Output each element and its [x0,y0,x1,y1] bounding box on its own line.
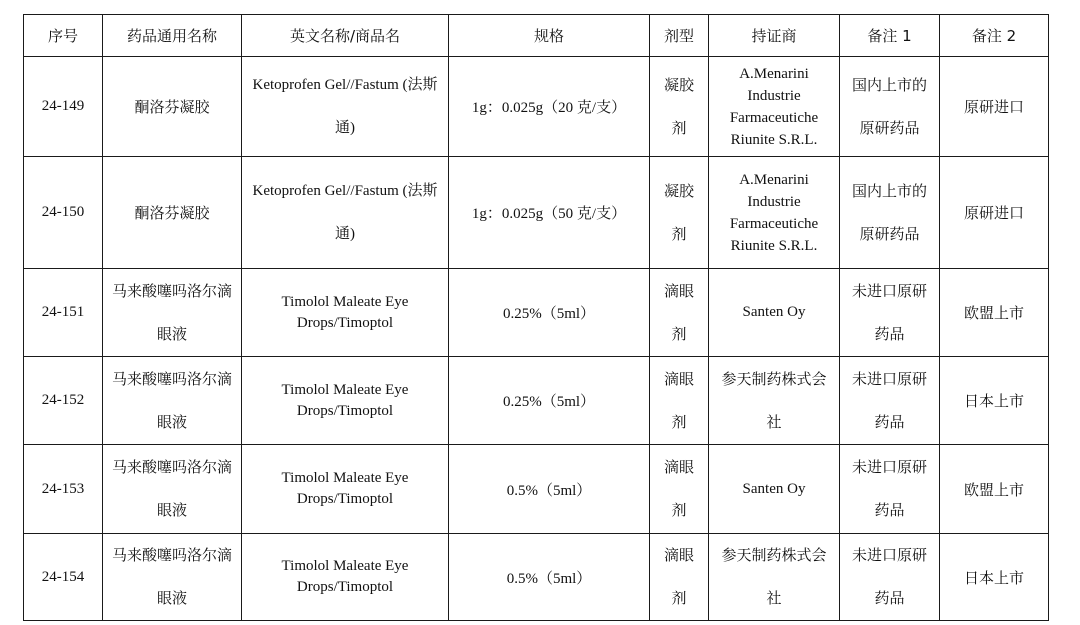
column-header-english-name: 英文名称/商品名 [242,15,449,57]
cell-specification: 1g：0.025g（20 克/支） [449,57,650,157]
cell-english-name [242,157,449,269]
column-header-generic-name: 药品通用名称 [103,15,242,57]
table-row [24,57,1049,157]
table-row [24,534,1049,621]
cell-generic-name [103,269,242,357]
cell-dosage-form [650,269,709,357]
note-1-text: 国内上市的原研药品 [851,181,927,243]
cell-english-name [242,57,449,157]
cell-note-1 [840,357,940,445]
cell-note-1 [840,57,940,157]
cell-note-1 [840,445,940,534]
generic-name-text: 马来酸噻吗洛尔滴眼液 [111,281,232,343]
cell-english-name [242,534,449,621]
cell-license-holder: Santen Oy [709,269,840,357]
dosage-form-text: 滴眼剂 [663,458,694,519]
cell-specification: 1g：0.025g（50 克/支） [449,157,650,269]
table-body [24,57,1049,621]
cell-note-1 [840,534,940,621]
cell-license-holder: Santen Oy [709,445,840,534]
generic-name-text: 马来酸噻吗洛尔滴眼液 [111,546,232,607]
drug-catalog-table [23,14,1049,621]
column-header-license-holder: 持证商 [709,15,840,57]
cell-note-2: 原研进口 [940,57,1049,157]
cell-number: 24-149 [24,57,103,157]
note-1-text: 未进口原研药品 [851,281,927,343]
cell-number: 24-150 [24,157,103,269]
license-holder-text: A.Menarini Industrie Farmaceutiche Riunite S.R.L. [729,171,819,254]
cell-number: 24-154 [24,534,103,621]
cell-dosage-form [650,157,709,269]
cell-note-2: 欧盟上市 [940,445,1049,534]
dosage-form-text: 滴眼剂 [663,369,694,431]
cell-dosage-form [650,534,709,621]
cell-number: 24-151 [24,269,103,357]
note-1-text: 未进口原研药品 [851,369,927,431]
dosage-form-text: 滴眼剂 [663,546,694,607]
cell-note-2: 日本上市 [940,357,1049,445]
cell-dosage-form [650,445,709,534]
cell-generic-name: 酮洛芬凝胶 [103,57,242,157]
cell-generic-name [103,357,242,445]
dosage-form-text: 凝胶剂 [663,75,694,137]
cell-english-name [242,445,449,534]
drug-table-container [23,14,1049,621]
cell-note-2: 欧盟上市 [940,269,1049,357]
cell-specification: 0.25%（5ml） [449,357,650,445]
column-header-specification: 规格 [449,15,650,57]
cell-note-2: 日本上市 [940,534,1049,621]
cell-generic-name [103,534,242,621]
cell-specification: 0.5%（5ml） [449,445,650,534]
note-1-text: 未进口原研药品 [851,458,927,519]
table-row [24,157,1049,269]
cell-dosage-form [650,57,709,157]
dosage-form-text: 滴眼剂 [663,281,694,343]
dosage-form-text: 凝胶剂 [663,181,694,243]
license-holder-text: 参天制药株式会社 [721,369,827,431]
generic-name-text: 马来酸噻吗洛尔滴眼液 [111,369,232,431]
cell-license-holder [709,534,840,621]
english-name-text: Ketoprofen Gel//Fastum (法斯通) [252,182,438,242]
table-header [24,15,1049,57]
generic-name-text: 马来酸噻吗洛尔滴眼液 [111,458,232,519]
cell-license-holder [709,157,840,269]
cell-specification: 0.25%（5ml） [449,269,650,357]
note-1-text: 未进口原研药品 [851,546,927,607]
column-header-number: 序号 [24,15,103,57]
column-header-dosage-form: 剂型 [650,15,709,57]
cell-english-name [242,269,449,357]
english-name-text: Timolol Maleate Eye Drops/Timoptol [281,381,409,419]
cell-note-1 [840,269,940,357]
cell-number: 24-152 [24,357,103,445]
cell-note-2: 原研进口 [940,157,1049,269]
english-name-text: Timolol Maleate Eye Drops/Timoptol [281,470,409,507]
cell-note-1 [840,157,940,269]
cell-generic-name: 酮洛芬凝胶 [103,157,242,269]
table-row [24,357,1049,445]
cell-license-holder [709,357,840,445]
cell-english-name [242,357,449,445]
header-row [24,15,1049,57]
english-name-text: Ketoprofen Gel//Fastum (法斯通) [252,76,438,136]
cell-number: 24-153 [24,445,103,534]
license-holder-text: 参天制药株式会社 [721,546,827,607]
english-name-text: Timolol Maleate Eye Drops/Timoptol [281,293,409,331]
english-name-text: Timolol Maleate Eye Drops/Timoptol [281,558,409,595]
note-1-text: 国内上市的原研药品 [851,75,927,137]
column-header-note-2: 备注 2 [940,15,1049,57]
cell-dosage-form [650,357,709,445]
table-row [24,269,1049,357]
cell-generic-name [103,445,242,534]
license-holder-text: A.Menarini Industrie Farmaceutiche Riunite S.R.L. [729,65,819,148]
column-header-note-1: 备注 1 [840,15,940,57]
cell-specification: 0.5%（5ml） [449,534,650,621]
table-row [24,445,1049,534]
cell-license-holder [709,57,840,157]
